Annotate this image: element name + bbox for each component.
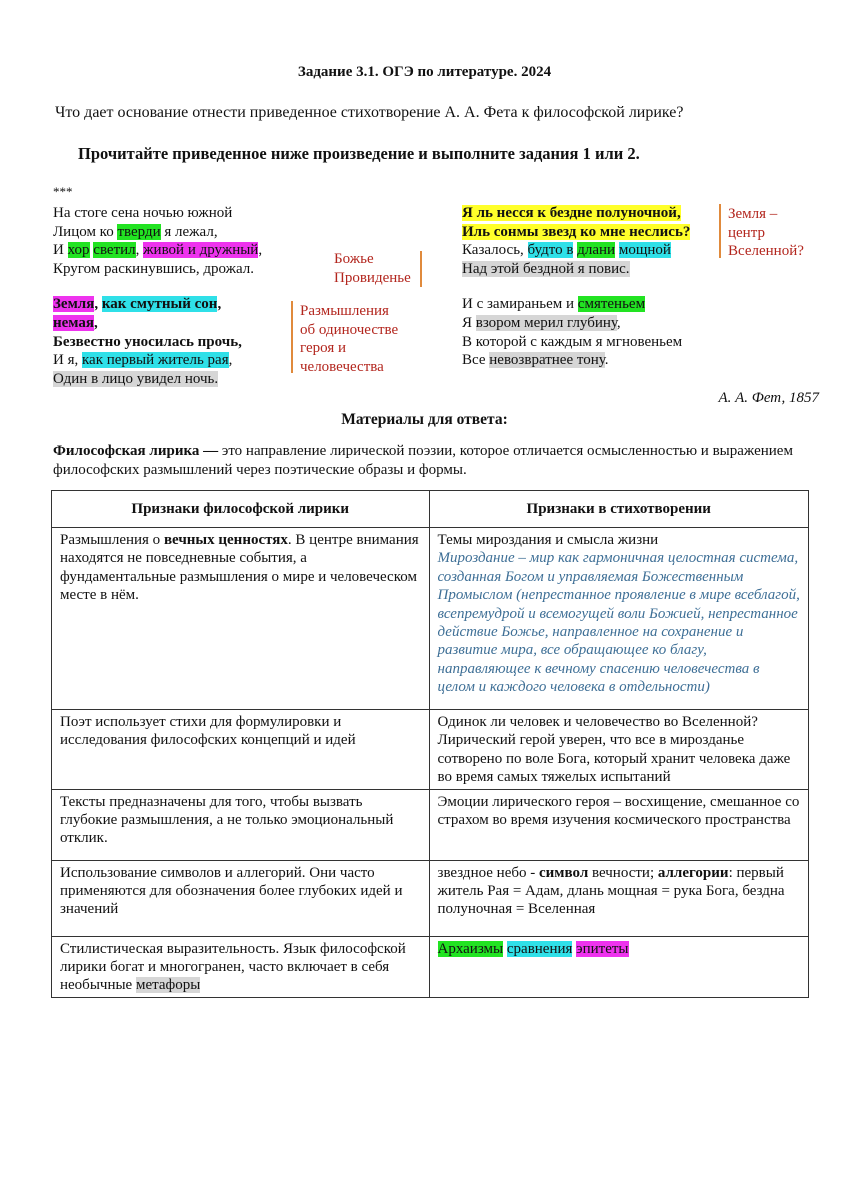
highlight-metaphor: метафоры [135, 977, 201, 994]
poem-line: На стоге сена ночью южной [53, 205, 233, 221]
poem-line [462, 204, 690, 223]
note-providence: Божье Провиденье [334, 251, 411, 286]
highlight-epithet: живой и дружный [143, 242, 259, 259]
highlight-comparison: как первый житель рая [81, 352, 229, 369]
table-cell: Размышления о вечных ценностях. В центре внимания находятся не повседневные события, а фундаментальные размышления о мире и человеческом месте в нём. [52, 528, 430, 710]
poem-line: Кругом раскинувшись, дрожал. [53, 260, 255, 277]
legend-comparisons: сравнения [506, 940, 573, 957]
poem-line [462, 223, 690, 242]
poem-line [462, 260, 690, 279]
poem-left-column [53, 204, 262, 388]
highlight-epithet: немая [53, 314, 95, 331]
highlight-question: Иль сонмы звезд ко мне неслись? [462, 223, 691, 240]
table-cell: Поэт использует стихи для формулировки и исследования философских концепций и идей [52, 710, 430, 790]
highlight-epithet: Земля [53, 296, 95, 313]
poem-line: Безвестно уносилась прочь, [53, 333, 242, 350]
table-cell: Стилистическая выразительность. Язык философской лирики богат и многогранен, часто включает в себя необычные метафоры [52, 936, 430, 997]
definition-term: Философская лирика — [53, 443, 219, 459]
page-title: Задание 3.1. ОГЭ по литературе. 2024 [297, 64, 552, 80]
table-row [52, 789, 809, 860]
poem-line [53, 370, 262, 389]
highlight-archaism: светил [93, 242, 136, 259]
note-bar [291, 301, 293, 373]
highlight-archaism: длани [577, 242, 616, 259]
table-row [52, 710, 809, 790]
poem-line: немая, [53, 314, 98, 331]
highlight-comparison: мощной [618, 242, 671, 259]
poem-stars: *** [53, 184, 73, 199]
poem-line: Лицом ко тверди я лежал, [53, 223, 218, 240]
materials-title: Материалы для ответа: [341, 411, 508, 428]
table-header-row [52, 491, 809, 528]
table-cell: Темы мироздания и смысла жизни Мироздание – мир как гармоничная целостная система, созданная Богом и управляемая Божественным Промыслом (непрестанное проявление в мире всеблагой, всепремудрой и всемогущей воли Божией, непрестанное действие Божье, направленное на сохранение и развитие мира, все обращающее ко благу, направляющее к вечному спасению человечества в целом и каждого человека в отдельности) [429, 528, 808, 710]
note-bar [719, 204, 721, 258]
table-row [52, 860, 809, 936]
table-header: Признаки в стихотворении [429, 491, 808, 528]
definition [53, 442, 813, 480]
table-row [52, 528, 809, 710]
poem-line: И хор светил, живой и дружный, [53, 242, 263, 259]
poem-line: Я взором мерил глубину, [462, 314, 621, 331]
mirozdanie-note: Мироздание – мир как гармоничная целостная система, созданная Богом и управляемая Божественным Промыслом (непрестанное проявление в мире всеблагой, всепремудрой и всемогущей воли Божией, непрестанное действие Божье, направленное на сохранение и развитие мира, все обращающее ко благу, направляющее к вечному спасению человечества в целом и каждого человека в отдельности) [437, 550, 800, 696]
table-cell: Одинок ли человек и человечество во Вселенной? Лирический герой уверен, что все в мирозданье сотворено по воле Бога, который хранит человека даже во время самых тяжелых испытаний [429, 710, 808, 790]
legend-epithets: эпитеты [576, 940, 629, 957]
criteria-table [51, 490, 809, 998]
poem-right-column [462, 204, 690, 370]
highlight-comparison: будто в [527, 242, 574, 259]
highlight-metaphor: взором мерил глубину [475, 314, 617, 331]
highlight-metaphor: Один в лицо увидел ночь. [53, 370, 219, 387]
task-instruction: Прочитайте приведенное ниже произведение и выполните задания 1 или 2. [78, 144, 640, 163]
table-cell: Эмоции лирического героя – восхищение, смешанное со страхом во время изучения космического пространства [429, 789, 808, 860]
table-cell [429, 936, 808, 997]
task-question: Что дает основание отнести приведенное стихотворение А. А. Фета к философской лирике? [55, 104, 684, 121]
poem-author: А. А. Фет, 1857 [718, 390, 819, 406]
highlight-archaism: тверди [117, 223, 161, 240]
note-bar [420, 251, 422, 287]
table-row [52, 936, 809, 997]
highlight-comparison: как смутный сон [101, 296, 218, 313]
highlight-archaism: смятеньем [577, 296, 646, 313]
highlight-archaism: хор [67, 242, 90, 259]
table-cell: звездное небо - символ вечности; аллегории: первый житель Рая = Адам, длань мощная = рука Бога, бездна полуночная = Вселенная [429, 860, 808, 936]
legend-archaisms: Архаизмы [437, 940, 504, 957]
poem-line: Казалось, будто в длани мощной [462, 242, 671, 259]
definition-text: это направление лирической поэзии, которое отличается осмысленностью и выражением философских размышлений через поэтические образы и формы. [53, 443, 793, 478]
table-cell: Тексты предназначены для того, чтобы вызвать глубокие размышления, а не только эмоциональный отклик. [52, 789, 430, 860]
highlight-metaphor: невозвратнее тону [489, 352, 605, 369]
poem-line: Все невозвратнее тону. [462, 352, 609, 369]
poem-line: Земля, как смутный сон, [53, 296, 222, 313]
table-cell: Использование символов и аллегорий. Они часто применяются для обозначения более глубоких идей и значений [52, 860, 430, 936]
poem-line: В которой с каждым я мгновеньем [462, 333, 683, 350]
highlight-question: Я ль несся к бездне полуночной, [462, 205, 681, 221]
note-earth-center: Земля – центр Вселенной? [728, 206, 804, 260]
highlight-metaphor: Над этой бездной я повис. [462, 260, 630, 277]
note-reflections: Размышления об одиночестве героя и человечества [300, 303, 399, 375]
poem-line: И с замираньем и смятеньем [462, 296, 646, 313]
table-header: Признаки философской лирики [52, 491, 430, 528]
poem-line: И я, как первый житель рая, [53, 352, 233, 369]
